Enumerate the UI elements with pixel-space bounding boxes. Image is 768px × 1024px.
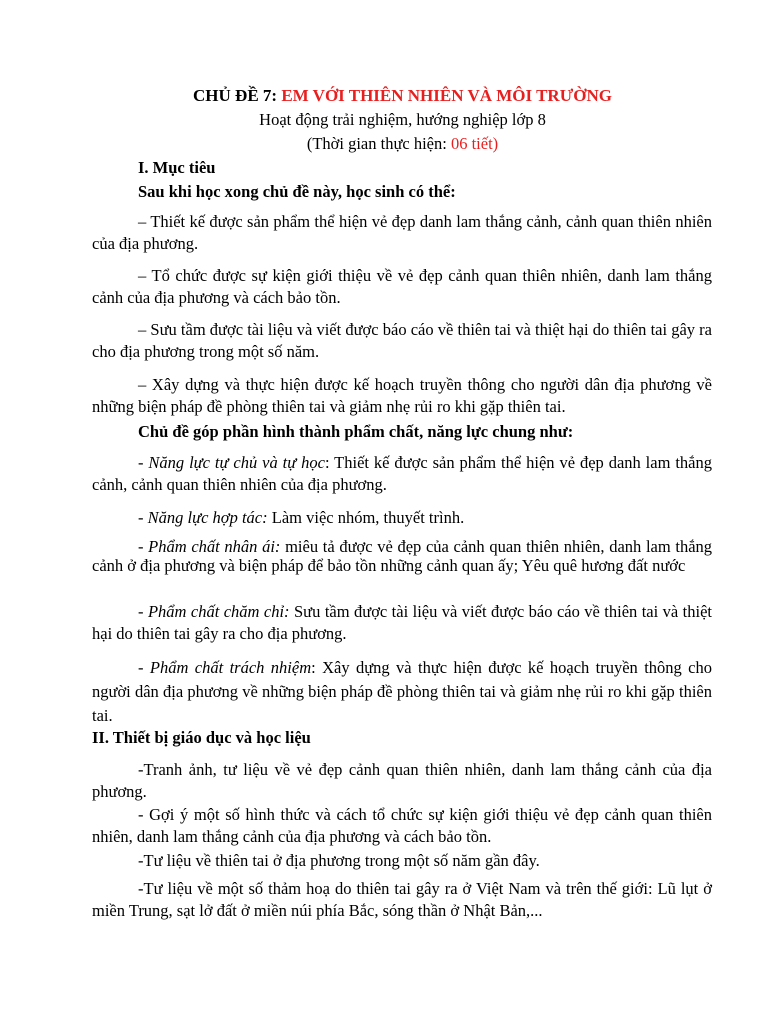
goal-item: – Tổ chức được sự kiện giới thiệu về vẻ đẹp cảnh quan thiên nhiên, danh lam thắng cảnh của địa phương và cách bảo tồn.: [92, 266, 712, 307]
competency-label: Phẩm chất chăm chỉ:: [147, 602, 290, 621]
goal-item: – Sưu tầm được tài liệu và viết được báo cáo về thiên tai và thiệt hại do thiên tai gây ra cho địa phương trong một số năm.: [92, 320, 712, 361]
topic-prefix: CHỦ ĐỀ 7:: [193, 86, 282, 105]
competency-text: : Xây dựng và thực hiện được kế hoạch truyền thông cho người dân địa phương về những biện pháp đề phòng thiên tai và giảm nhẹ rủi ro khi gặp thiên tai.: [92, 658, 712, 725]
section1-intro: Sau khi học xong chủ đề này, học sinh có thể:: [138, 182, 456, 201]
competency-prefix: -: [138, 658, 150, 677]
competency-item: [92, 537, 712, 575]
topic-name: EM VỚI THIÊN NHIÊN VÀ MÔI TRƯỜNG: [281, 86, 612, 105]
subtitle: Hoạt động trải nghiệm, hướng nghiệp lớp 8: [259, 110, 546, 129]
section1-heading: I. Mục tiêu: [138, 158, 216, 177]
time-value: 06 tiết): [450, 134, 499, 153]
competency-label: Năng lực tự chủ và tự học: [148, 453, 325, 472]
competency-prefix: -: [138, 508, 148, 527]
competency-label: Phẩm chất trách nhiệm: [149, 658, 312, 677]
competency-item: [92, 452, 712, 496]
competency-prefix: -: [138, 602, 148, 621]
competency-text: : Thiết kế được sản phẩm thể hiện vẻ đẹp danh lam thắng cảnh, cảnh quan thiên nhiên của địa phương.: [92, 453, 712, 494]
material-item: -Tư liệu về thiên tai ở địa phương trong một số năm gần đây.: [138, 851, 540, 870]
competency-label: Phẩm chất nhân ái:: [148, 537, 281, 556]
competency-heading: Chủ đề góp phần hình thành phẩm chất, năng lực chung như:: [138, 422, 574, 441]
competency-prefix: -: [138, 453, 149, 472]
competency-text: miêu tả được vẻ đẹp của cảnh quan thiên nhiên, danh lam thắng cảnh ở địa phương và biện pháp để bảo tồn những cảnh quan ấy; Yêu quê hương đất nước: [92, 537, 713, 575]
material-item: - Gợi ý một số hình thức và cách tổ chức sự kiện giới thiệu vẻ đẹp cảnh quan thiên nhiên, danh lam thắng cảnh của địa phương và cách bảo tồn.: [92, 805, 712, 846]
competency-prefix: -: [138, 537, 149, 556]
section2-heading: II. Thiết bị giáo dục và học liệu: [92, 728, 311, 747]
competency-item: [92, 601, 712, 645]
material-item: -Tư liệu về một số thảm hoạ do thiên tai gây ra ở Việt Nam và trên thế giới: Lũ lụt ở miền Trung, sạt lở đất ở miền núi phía Bắc, sóng thần ở Nhật Bản,...: [92, 879, 712, 920]
competency-item: [92, 656, 712, 728]
goal-item: – Xây dựng và thực hiện được kế hoạch truyền thông cho người dân địa phương về những biện pháp đề phòng thiên tai và giảm nhẹ rủi ro khi gặp thiên tai.: [92, 375, 712, 416]
material-item: -Tranh ảnh, tư liệu về vẻ đẹp cảnh quan thiên nhiên, danh lam thắng cảnh của địa phương.: [92, 760, 712, 801]
competency-text: Làm việc nhóm, thuyết trình.: [267, 508, 465, 527]
topic-title: [0, 86, 768, 106]
competency-item: [92, 507, 712, 529]
competency-label: Năng lực hợp tác:: [147, 508, 268, 527]
time-allocation: [0, 134, 768, 154]
competency-text: Sưu tầm được tài liệu và viết được báo cáo về thiên tai và thiệt hại do thiên tai gây ra cho địa phương.: [92, 602, 712, 643]
goal-item: – Thiết kế được sản phẩm thể hiện vẻ đẹp danh lam thắng cảnh, cảnh quan thiên nhiên của địa phương.: [92, 212, 712, 253]
time-prefix: (Thời gian thực hiện:: [306, 134, 451, 153]
